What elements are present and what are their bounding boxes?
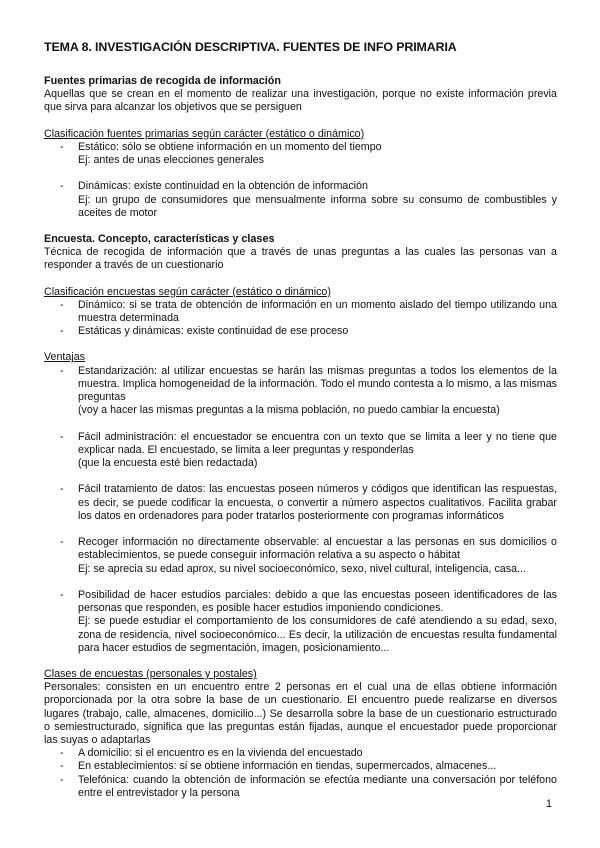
list-item: - Telefónica: cuando la obtención de información se efectúa mediante una conversación por teléfono entre el entrevistador y la persona	[44, 774, 557, 800]
page-title: TEMA 8. INVESTIGACIÓN DESCRIPTIVA. FUENTES DE INFO PRIMARIA	[44, 40, 457, 54]
section-heading-fuentes: Fuentes primarias de recogida de información	[44, 75, 281, 87]
list-clasif-encuestas	[44, 299, 557, 339]
list-ventajas	[44, 365, 557, 655]
list-item: - Posibilidad de hacer estudios parciales: debido a que las encuestas poseen identificadores de las personas que responden, es posible hacer estudios imponiendo condiciones. Ej: se puede estudiar el comportamiento de los consumidores de café atendiendo a su edad, sexo, zona de residencia, nivel socioeconómico... Es decir, la utilización de encuestas resulta fundamental para hacer estudios de segmentación, imagen, posicionamiento...	[44, 589, 557, 655]
paragraph-encuesta: Técnica de recogida de información que a través de unas preguntas a las cuales las personas van a responder a través de un cuestionario	[44, 246, 557, 272]
list-item: - Estáticas y dinámicas: existe continuidad de ese proceso	[44, 325, 557, 338]
list-item: - Recoger información no directamente observable: al encuestar a las personas en sus domicilios o establecimientos, se puede conseguir información relativa a su aspecto o hábitat Ej: se aprecia su edad aprox, su nivel socioeconómico, sexo, nivel cultural, inteligencia, casa...	[44, 536, 557, 576]
subheading-clasif-fuentes: Clasificación fuentes primarias según carácter (estático o dinámico)	[44, 127, 365, 140]
subheading-ventajas: Ventajas	[44, 351, 86, 364]
list-item: - En establecimientos: si se obtiene información en tiendas, supermercados, almacenes...	[44, 760, 557, 773]
list-item: - Dinámicas: existe continuidad en la obtención de información Ej: un grupo de consumidores que mensualmente informa sobre su consumo de combustibles y aceites de motor	[44, 180, 557, 220]
list-item: - Fácil tratamiento de datos: las encuestas poseen números y códigos que identifican las respuestas, es decir, se puede codificar la encuesta, o convertir a número aspectos cualitativos. Facilita grabar los datos en ordenadores para poder tratarlos posteriormente con programas informáticos	[44, 483, 557, 523]
document-page	[44, 40, 557, 800]
paragraph-clases: Personales: consisten en un encuentro entre 2 personas en el cual una de ellas obtiene información proporcionada por la otra sobre la base de un cuestionario. El encuentro puede realizarse en diversos lugares (trabajo, calle, almacenes, domicilio...) Se desarrolla sobre la base de un cuestionario estructurado o semiestructurado, significa que las preguntas están fijadas, aunque el encuestador puede proporcionar las suyas o adaptarlas	[44, 681, 557, 747]
page-number: 1	[546, 798, 552, 810]
paragraph-fuentes: Aquellas que se crean en el momento de realizar una investigación, porque no existe información previa que sirva para alcanzar los objetivos que se persiguen	[44, 88, 557, 114]
list-item: - Fácil administración: el encuestador se encuentra con un texto que se limita a leer y no tiene que explicar nada. El encuestado, se limita a leer preguntas y responderlas (que la encuesta esté bien redactada)	[44, 431, 557, 471]
list-clases	[44, 747, 557, 800]
list-clasif-fuentes	[44, 141, 557, 220]
list-item: - Estandarización: al utilizar encuestas se harán las mismas preguntas a todos los elementos de la muestra. Implica homogeneidad de la información. Todo el mundo contesta a lo mismo, a las mismas preguntas (voy a hacer las mismas preguntas a la misma población, no puedo cambiar la encuesta)	[44, 365, 557, 418]
list-item: - Estático: sólo se obtiene información en un momento del tiempo Ej: antes de unas elecciones generales	[44, 141, 557, 167]
list-item: - A domicilio: si el encuentro es en la vivienda del encuestado	[44, 747, 557, 760]
section-heading-encuesta: Encuesta. Concepto, características y clases	[44, 233, 275, 246]
subheading-clases: Clases de encuestas (personales y postales)	[44, 668, 257, 681]
list-item: - Dinámico: si se trata de obtención de información en un momento aislado del tiempo utilizando una muestra determinada	[44, 299, 557, 325]
subheading-clasif-encuestas: Clasificación encuestas según carácter (estático o dinámico)	[44, 285, 331, 298]
